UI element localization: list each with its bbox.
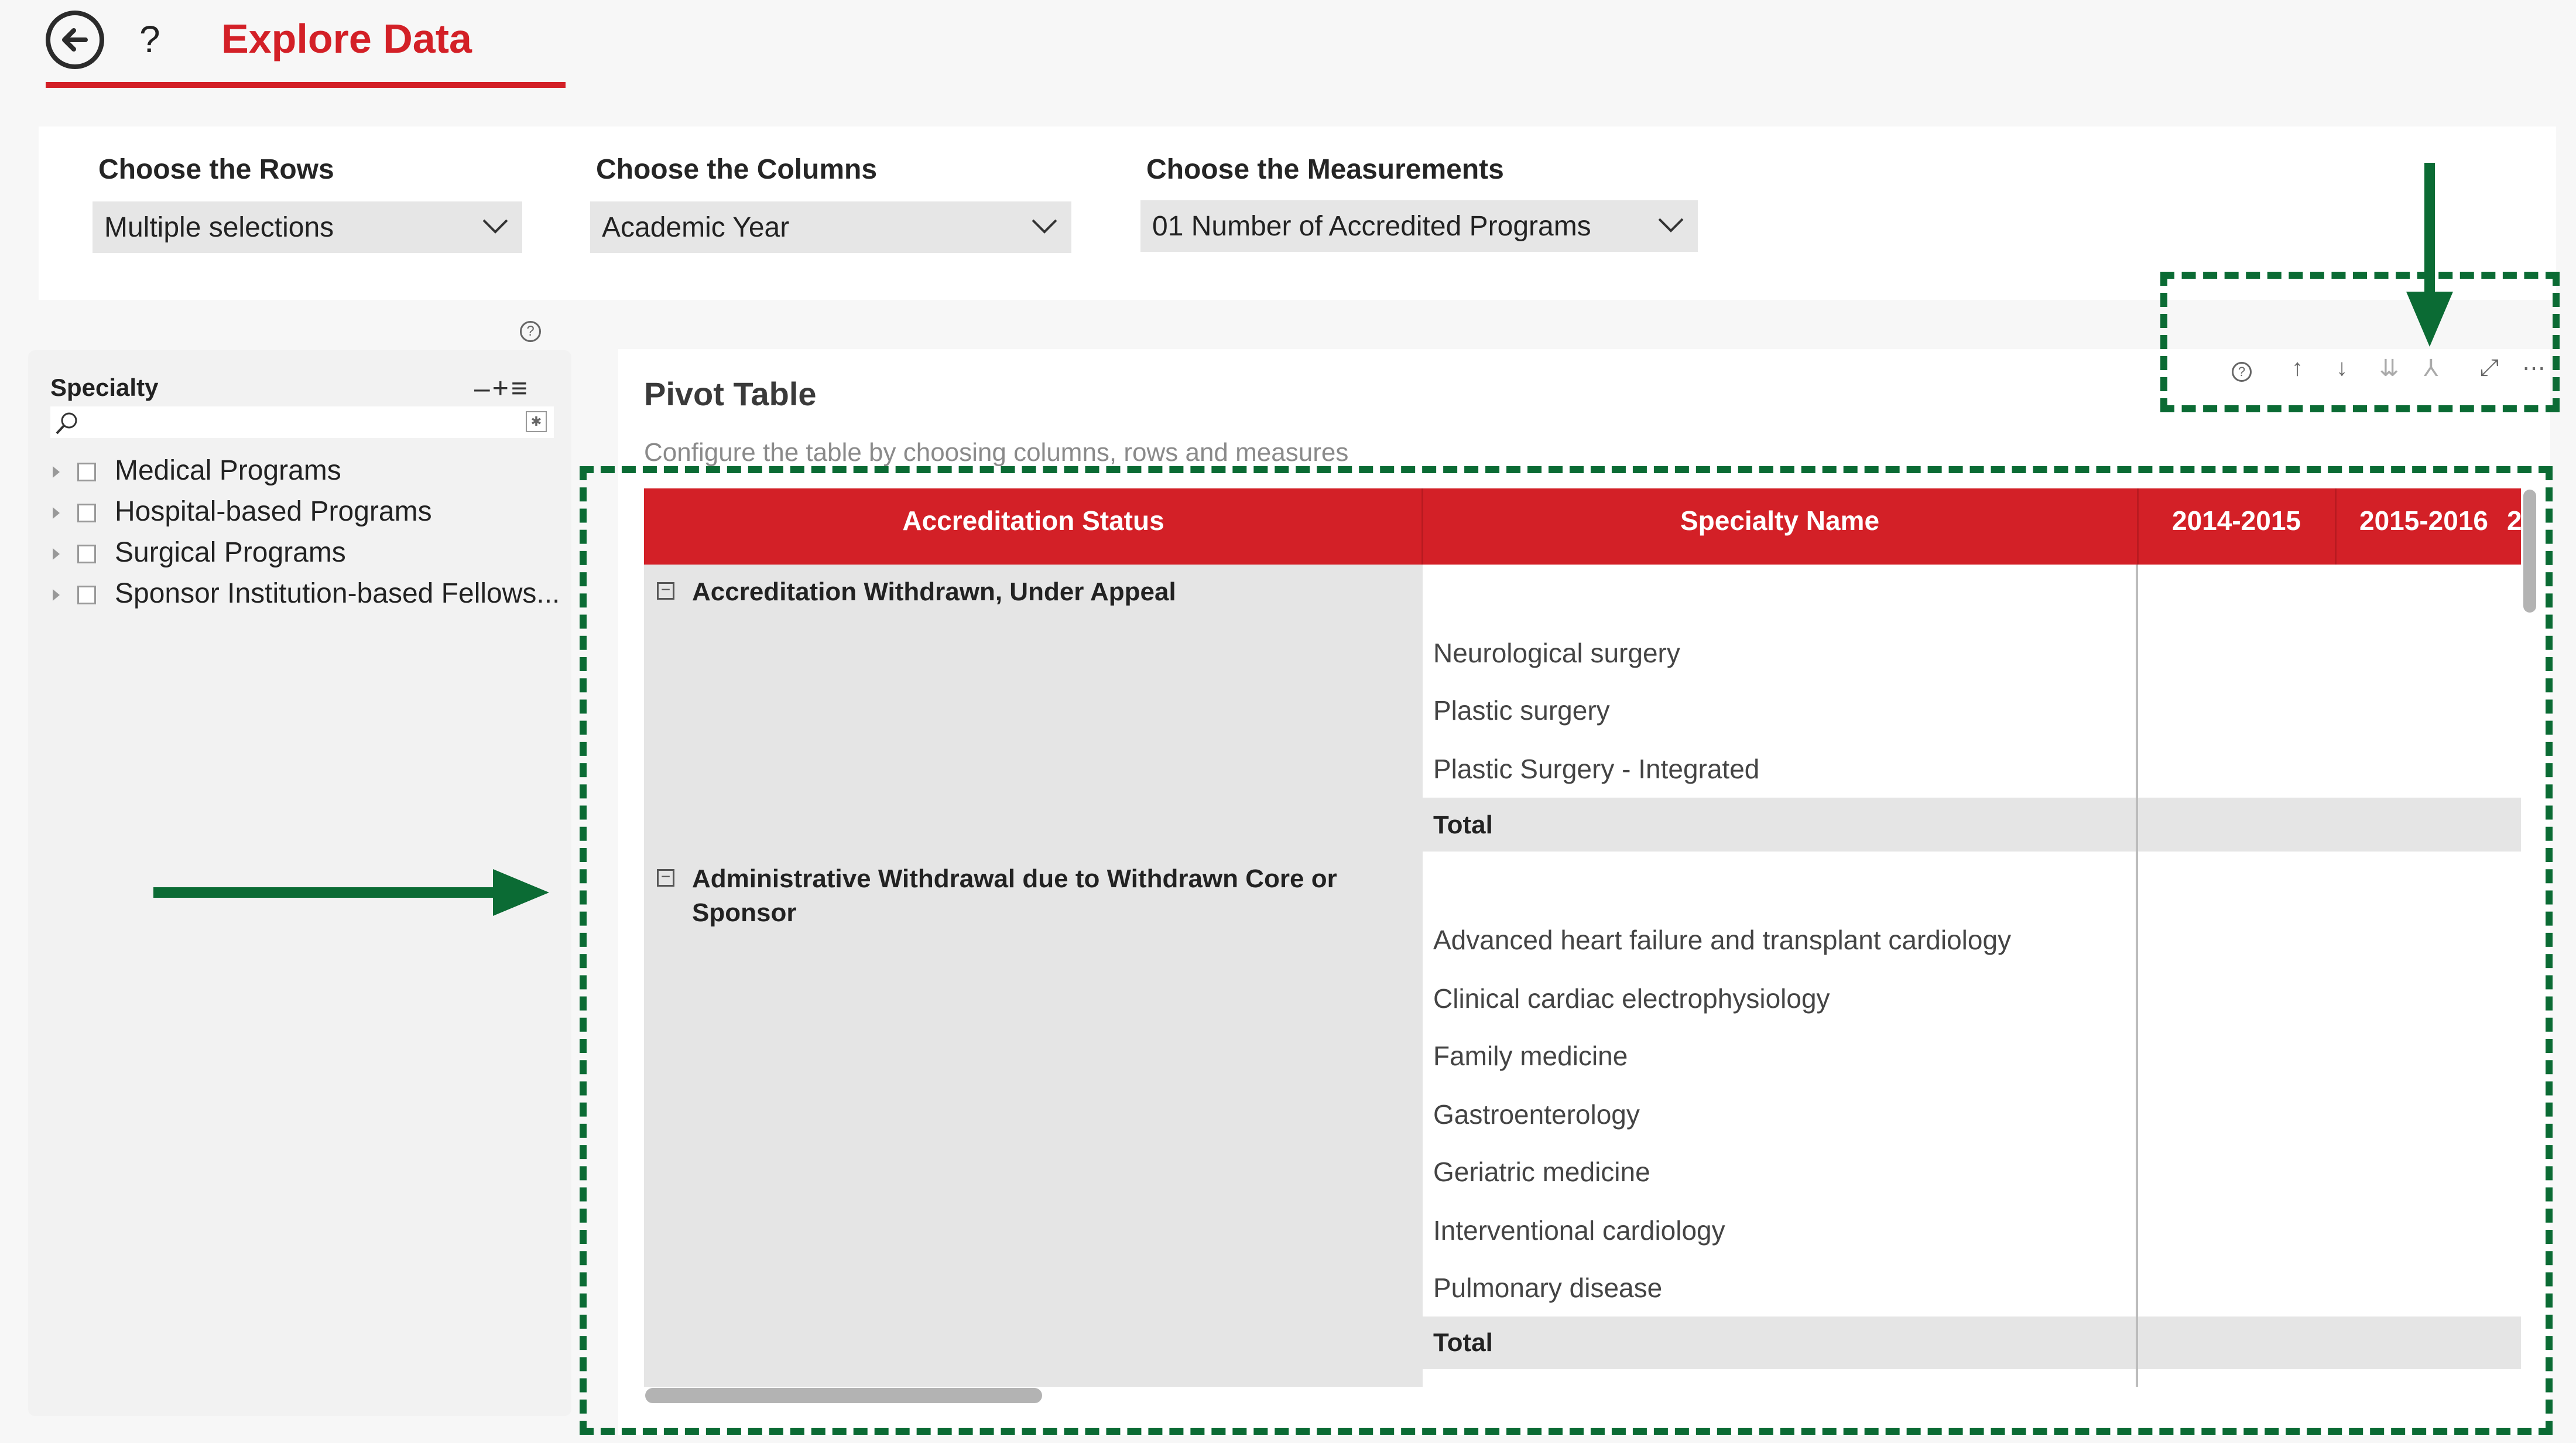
total-label: Total — [1433, 1328, 1493, 1357]
table-row: Pulmonary disease — [1433, 1273, 1663, 1303]
column-header-specialty-name[interactable]: Specialty Name — [1680, 505, 1880, 536]
column-header-2015-2016[interactable]: 2015-2016 — [2359, 505, 2488, 536]
table-row: Plastic Surgery - Integrated — [1433, 754, 1760, 784]
checkbox[interactable] — [77, 586, 96, 604]
chevron-down-icon — [1030, 214, 1059, 238]
rows-dropdown-value: Multiple selections — [104, 211, 334, 243]
table-row: Clinical cardiac electrophysiology — [1433, 983, 1830, 1014]
slicer-search-input[interactable] — [50, 406, 554, 438]
measurements-dropdown[interactable] — [1140, 200, 1698, 252]
page-title: Explore Data — [221, 16, 472, 61]
table-row: Geriatric medicine — [1433, 1157, 1650, 1187]
columns-dropdown[interactable] — [590, 201, 1071, 253]
expand-caret-icon[interactable] — [53, 589, 60, 601]
slicer-help-icon[interactable]: ? — [520, 321, 541, 342]
collapse-icon[interactable]: − — [657, 582, 674, 600]
sort-descending-icon[interactable]: ↓ — [2336, 355, 2348, 381]
table-row: Advanced heart failure and transplant cardiology — [1433, 925, 2012, 955]
checkbox[interactable] — [77, 545, 96, 563]
pivot-title: Pivot Table — [644, 375, 817, 412]
slicer-item-hospital-based-programs[interactable]: Hospital-based Programs — [53, 495, 432, 528]
checkbox[interactable] — [77, 504, 96, 522]
column-header-accreditation-status[interactable]: Accreditation Status — [902, 505, 1164, 536]
slicer-controls[interactable]: –+≡ — [474, 373, 530, 404]
column-header-next-year[interactable]: 2 — [2507, 505, 2522, 536]
table-row: Neurological surgery — [1433, 638, 1680, 668]
more-options-icon[interactable]: ⋯ — [2522, 355, 2546, 381]
visual-help-icon[interactable]: ? — [2232, 362, 2252, 382]
column-header-2014-2015[interactable]: 2014-2015 — [2172, 505, 2301, 536]
pivot-subtitle: Configure the table by choosing columns, rows and measures — [644, 438, 1349, 467]
group-label-continued: Sponsor — [692, 898, 797, 927]
search-icon — [54, 410, 80, 436]
annotation-box-toolbar — [2160, 272, 2560, 412]
back-button[interactable] — [46, 11, 104, 69]
slicer-item-medical-programs[interactable]: Medical Programs — [53, 454, 341, 487]
arrow-right-icon — [153, 863, 549, 922]
measurements-filter-label: Choose the Measurements — [1146, 154, 1504, 185]
total-label: Total — [1433, 811, 1493, 839]
expand-caret-icon[interactable] — [53, 507, 60, 519]
table-row: Interventional cardiology — [1433, 1215, 1725, 1246]
help-button[interactable]: ? — [139, 18, 160, 60]
measurements-dropdown-value: 01 Number of Accredited Programs — [1152, 210, 1591, 242]
checkbox[interactable] — [77, 463, 96, 481]
collapse-icon[interactable]: − — [657, 869, 674, 887]
chevron-down-icon — [1657, 213, 1685, 237]
group-label: Accreditation Withdrawn, Under Appeal — [692, 577, 1176, 606]
arrow-down-icon — [2406, 163, 2453, 347]
expand-caret-icon[interactable] — [53, 466, 60, 478]
slicer-item-sponsor-institution[interactable]: Sponsor Institution-based Fellows... — [53, 577, 560, 610]
expand-caret-icon[interactable] — [53, 548, 60, 560]
chevron-down-icon — [481, 214, 509, 238]
title-underline — [46, 82, 566, 88]
clear-search-icon[interactable]: ✱ — [526, 411, 547, 432]
slicer-title: Specialty — [50, 374, 159, 401]
slicer-item-surgical-programs[interactable]: Surgical Programs — [53, 536, 346, 569]
columns-dropdown-value: Academic Year — [602, 211, 790, 243]
expand-hierarchy-icon[interactable]: ⅄ — [2424, 355, 2438, 381]
focus-mode-icon[interactable]: ⤢ — [2480, 355, 2499, 381]
annotation-box-table — [580, 466, 2553, 1435]
rows-dropdown[interactable] — [93, 201, 522, 253]
columns-filter-label: Choose the Columns — [596, 154, 878, 185]
rows-filter-label: Choose the Rows — [98, 154, 334, 185]
table-row: Family medicine — [1433, 1041, 1628, 1071]
table-row: Gastroenterology — [1433, 1099, 1640, 1130]
sort-ascending-icon[interactable]: ↑ — [2291, 355, 2303, 381]
drill-down-all-icon[interactable]: ⇊ — [2379, 355, 2399, 381]
group-label: Administrative Withdrawal due to Withdrawn Core or — [692, 864, 1337, 893]
table-row: Plastic surgery — [1433, 695, 1610, 726]
arrow-left-icon — [56, 21, 94, 59]
